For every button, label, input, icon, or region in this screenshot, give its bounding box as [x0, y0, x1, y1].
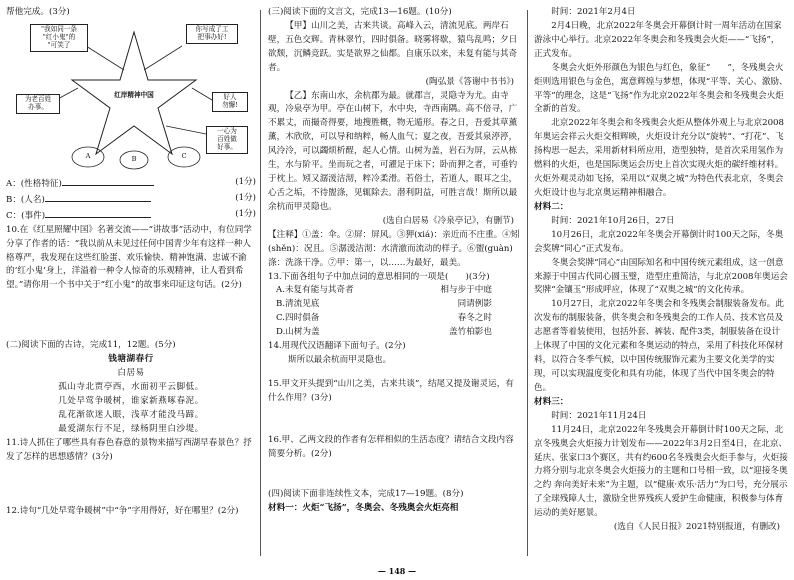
- material-1-time: 时间：2021年2月4日: [551, 7, 636, 17]
- q13-option-c[interactable]: C.四时俱备 春冬之时: [276, 313, 492, 324]
- poem-line: 几处早莺争暖树，谁家新燕啄春泥。: [58, 395, 204, 406]
- answer-blank[interactable]: [45, 192, 151, 202]
- answer-space[interactable]: [6, 465, 256, 505]
- passage-yi: 【乙】东南山水，余杭郡为最。就郡言，灵隐寺为尤。由寺观，冷泉亭为甲。亭在山树下，水中央，寺西南隅。高不倍寻，广不累丈，而撮奇得要，地搜胜概，物无遁形。春之日，吾爱其草薰薰，木欣欣，可以导和纳粹，畅人血气；夏之夜，吾爱其泉渟渟，风泠泠，可以蠲烦析酲，起人心情。山树为盖，岩石为屏，云从栋生，水与阶平。坐而玩之者，可濯足于床下；卧而狎之者，可垂钓于枕上。矧又潺湲洁沏，粹冷柔滑。若俗士，若道人，眼耳之尘，心舌之垢，不待盥涤，见辄除去。潜利阴益，可胜言哉！斯所以最余杭而甲灵隐也。: [268, 90, 518, 212]
- material-3-heading: 材料三：: [534, 396, 569, 407]
- red-star-diagram: [16, 22, 248, 172]
- material-2-paragraph: 10月27日，北京2022年冬奥会和冬残奥会制服装备发布。此次发布的制服装备，供冬奥会和冬残奥会的工作人员、技术官员及志愿者等着装使用，包括外套、裤装、配件3类，制服装备在设计上体现了中国的文化元素和冬奥运动的特点，采用了科技化环保材料，以符合冬季气候，以中国传统服饰元素为主要文化美学的实现，可以实现温度变化和具有功能，体现了当代中国冬奥会的特色。: [534, 299, 784, 393]
- material-1-paragraph: 冬奥会火炬外形颜色为银色与红色，象征“ ”，冬残奥会火炬则选用银色与金色，寓意辉煌与梦想，体现“平等、关心、激励、平等”的理念，这是“飞扬”作为北京2022年冬奥会和冬残奥会火炬全新的首发。: [534, 62, 788, 115]
- answer-space[interactable]: [268, 368, 522, 378]
- question-12: 12.诗句“几处早莺争暖树”中“争”字用得好，好在哪里？(2分): [6, 505, 239, 516]
- passage-jia-source: (陶弘景《答谢中书书》): [425, 76, 514, 87]
- poem-line: 乱花渐欲迷人眼，浅草才能没马蹄。: [58, 409, 204, 420]
- q13-option-a[interactable]: A.未复有能与其奇者 相与步于中庭: [276, 285, 492, 296]
- material-3-paragraph: 11月24日，北京2022年冬残奥会开幕倒计时100天之际，北京冬残奥会火炬接力计划发布——2022年3月2日至4日，在北京、延庆、张家口3个赛区，共有约600名冬残奥会火炬手参与，火炬接力将分别与北京冬奥会火炬接力的主题和口号相一致，以“迎接冬奥之约 奔向美好未来”为主题，以“健康·欢乐·活力”为口号，充分展示了全球残障人士，激励全世界残疾人爱护生命健康，积极参与体育运动的美好愿景。: [534, 424, 788, 519]
- answer-blank[interactable]: [45, 208, 151, 218]
- diagram-label-a: A: [85, 151, 91, 160]
- diagram-box-quote-4: 好人 勿懈!: [212, 92, 248, 112]
- diagram-box-quote-1: "我如同一条 "红小鬼"的 "可笑了: [30, 24, 88, 52]
- answer-line-a: A：(性格特征) (1分): [6, 176, 256, 189]
- question-10: 10.在《红星照耀中国》名著交流——“讲故事”活动中，有位同学分享了作者的话：“我以前从未见过任何中国青少年有这样一种人格尊严，我发现在这些红脸蛋、欢乐愉快、精神饱满、忠诚不渝的‘红小鬼’身上，洋溢着一种令人惊奇的乐观精神，让人看到希望。”请你用一个书中关于“红小鬼”的故事来印证这句话。(2分): [6, 224, 252, 291]
- column-right: [534, 6, 788, 535]
- column-middle: [268, 6, 522, 516]
- section-2-heading: (二)阅读下面的古诗，完成11，12题。(5分): [6, 340, 176, 351]
- poem-line: 孤山寺北贾亭西，水面初平云脚低。: [58, 382, 204, 393]
- diagram-label-c: C: [181, 151, 187, 160]
- material-2-paragraph: 冬奥会奖牌“同心”由国际知名和中国传统元素组成，这一创意来源于中国古代同心圆玉璧，造型庄重简洁，与北京2008年奥运会奖牌“金镶玉”形成呼应，体现了“双奥之城”的文化传承。: [534, 257, 788, 296]
- poem-title: 钱塘湖春行: [108, 354, 154, 365]
- q13-option-d[interactable]: D.山树为盖 盖竹柏影也: [276, 327, 492, 338]
- diagram-box-quote-5: 一心为 百姓做 好事。: [206, 126, 248, 154]
- q9-intro: 帮他完成。(3分): [6, 7, 70, 17]
- material-1-heading: 材料一：火炬“飞扬”，冬奥会、冬残奥会火炬亮相: [268, 502, 459, 513]
- q14-sentence: 斯所以最余杭而甲灵隐也。: [288, 355, 392, 366]
- material-2-heading: 材料二：: [534, 201, 569, 212]
- diagram-box-quote-3: 为老百姓 办事。: [16, 94, 60, 114]
- answer-line-c: C：(事件) (1分): [6, 208, 256, 221]
- answer-space[interactable]: [268, 406, 522, 434]
- passage-notes: 【注释】①盖：伞。②屏：屏风。③狎(xiá)：亲近而不庄重。④矧(shěn)：况且。⑤潺湲洁沏：水清澈而流动的样子。⑥盥(guàn)涤：洗涤干净。⑦甲：第一，以……为最好，最美。: [268, 229, 520, 268]
- column-left: [6, 6, 256, 519]
- question-11: 11.诗人抓住了哪些具有春色春意的景物来描写西湖早春景色？抒发了怎样的思想感情？(3分): [6, 437, 252, 462]
- diagram-box-quote-2: 你写成了工 把事办好!: [186, 24, 238, 44]
- material-2-time: 时间：2021年10月26日，27日: [551, 215, 675, 226]
- section-4-heading: (四)阅读下面非连续性文本，完成17—19题。(8分): [268, 488, 464, 499]
- answer-space[interactable]: [6, 293, 256, 339]
- poem-author: 白居易: [117, 368, 145, 379]
- answer-space[interactable]: [268, 462, 522, 488]
- material-1-paragraph: 北京2022年冬奥会和冬残奥会火炬从整体外观上与北京2008年奥运会祥云火炬交相辉映，火炬设计充分以“旋转”、“打花”、飞扬构思一起去，采用新材料所应用，造型独特，是首次采用氢作为燃料的火炬，也是国际奥运会历史上首次实现火炬的碳纤维材料。火炬外观灵动如飞扬，采用以“双奥之城”为特色代表北京，冬奥会火炬设计也与北京奥运精神相融合。: [534, 118, 784, 198]
- answer-line-b: B：(人名) (1分): [6, 192, 256, 205]
- column-divider: [260, 10, 261, 556]
- page-number: — 148 —: [377, 566, 417, 576]
- question-15: 15.甲文开头提到“山川之美，古来共谈”，结尾又提及谢灵运，有什么作用？(3分): [268, 378, 514, 403]
- question-14: 14.用现代汉语翻译下面句子。(2分): [268, 341, 406, 352]
- q13-option-b[interactable]: B.清流见底 同请例影: [276, 299, 492, 310]
- poem: [6, 353, 256, 437]
- answer-blank[interactable]: [62, 176, 154, 186]
- material-3-time: 时间：2021年11月24日: [551, 410, 647, 421]
- column-divider: [527, 10, 528, 556]
- passage-jia: 【甲】山川之美，古来共谈。高峰入云，清流见底。两岸石壁，五色交辉。青林翠竹，四时俱备。晓雾将歇，猿鸟乱鸣；夕日欲颓，沉鳞竞跃。实是欲界之仙都。自康乐以来，未复有能与其奇者。: [268, 20, 518, 73]
- diagram-center-label: 红岸精神中国: [114, 90, 154, 99]
- material-2-paragraph: 10月26日，北京2022年冬奥会开幕倒计时100天之际，冬奥会奖牌“同心”正式发布。: [534, 229, 784, 254]
- question-13: 13.下面各组句子中加点词的意思相同的一项是( )(3分): [268, 271, 490, 282]
- material-1-paragraph: 2月4日晚，北京2022年冬奥会开幕倒计时一周年活动在国家游泳中心举行。北京2022年冬奥会和冬残奥会火炬——“飞扬”，正式发布。: [534, 20, 782, 59]
- section-3-heading: (三)阅读下面的文言文，完成13—16题。(10分): [268, 7, 452, 17]
- poem-line: 最爱湖东行不足，绿杨阴里白沙堤。: [58, 423, 204, 434]
- passage-yi-source: (选自白居易《冷泉亭记》，有删节): [382, 215, 514, 226]
- material-source: (选自《人民日报》2021特别报道，有删改): [613, 522, 780, 533]
- diagram-label-b: B: [131, 154, 137, 163]
- question-16: 16.甲、乙两文段的作者有怎样相似的生活态度？请结合文段内容简要分析。(2分): [268, 434, 514, 459]
